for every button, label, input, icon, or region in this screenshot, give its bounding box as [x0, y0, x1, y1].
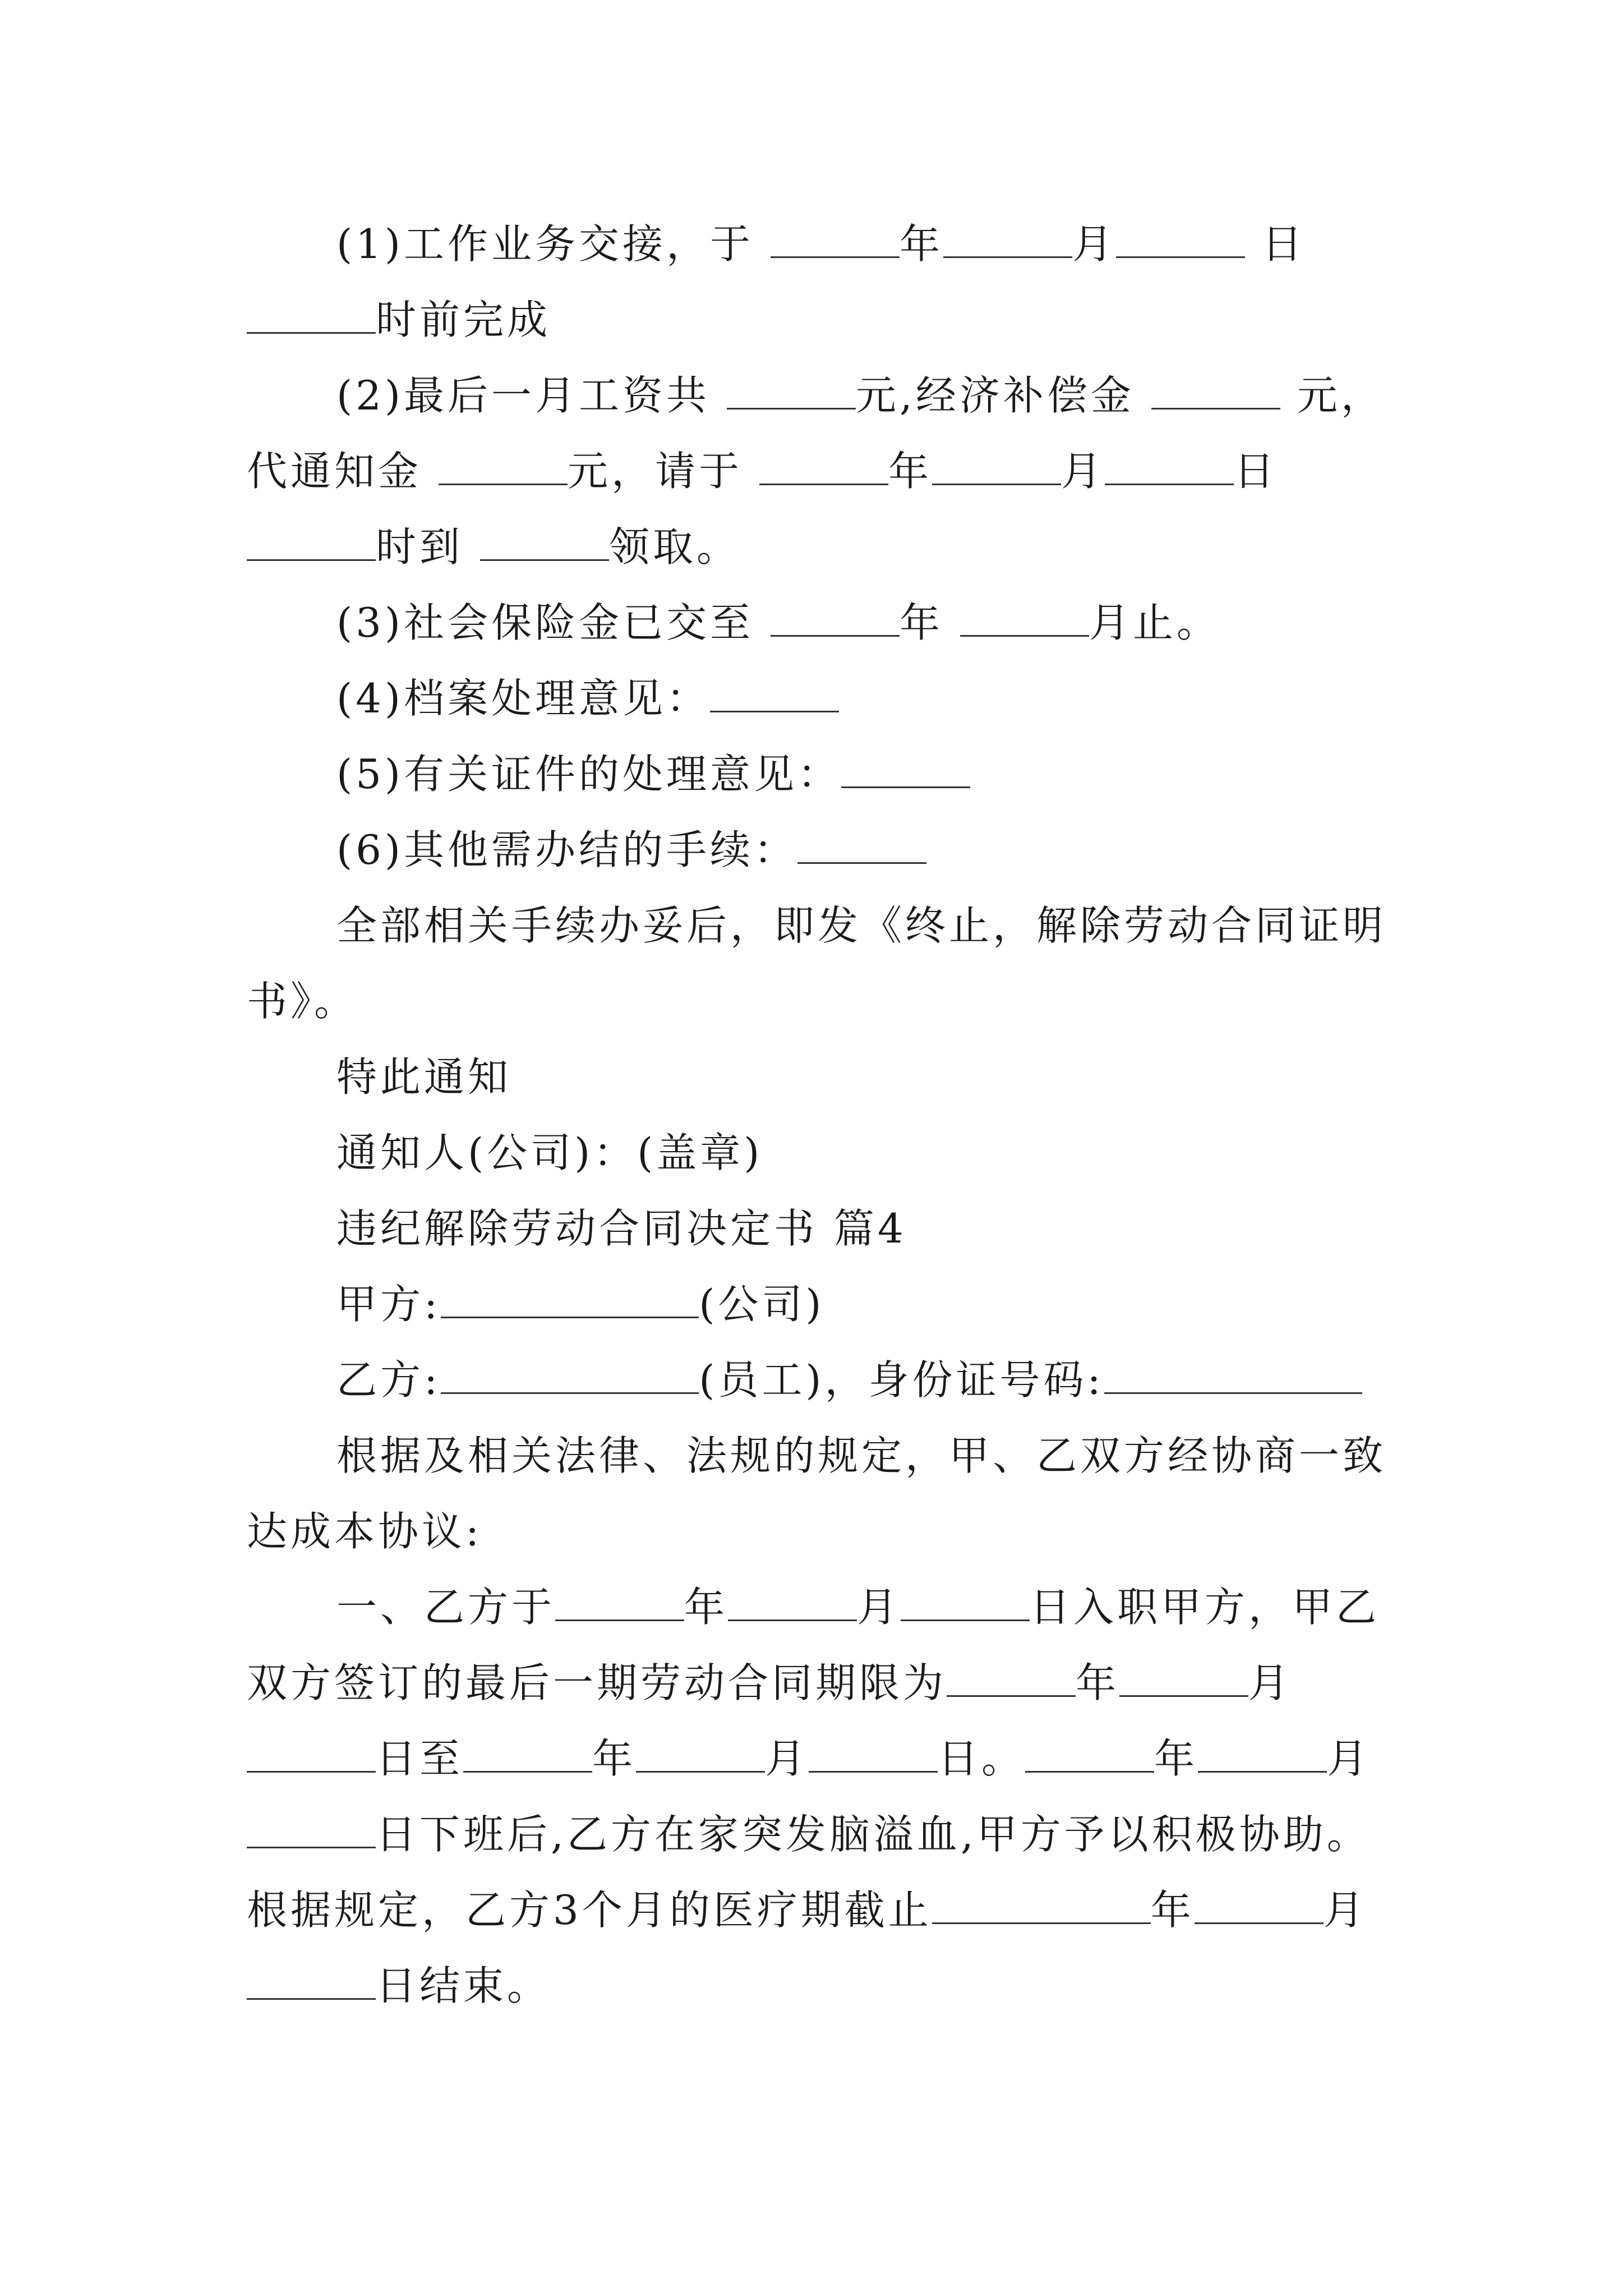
blank-field: [947, 1662, 1076, 1697]
label-month: 月: [1323, 1887, 1367, 1934]
item-5-line: [336, 746, 970, 802]
clause-1-incident: 日下班后,乙方在家突发脑溢血,甲方予以积极协助。: [376, 1811, 1371, 1858]
item-2-line-2: [247, 443, 1278, 499]
basis-line-1: 根据及相关法律、法规的规定，甲、乙双方经协商一致: [336, 1432, 1387, 1479]
blank-field: [759, 450, 888, 485]
item-2-compensation: 元,经济补偿金: [856, 372, 1135, 419]
blank-field: [555, 1586, 684, 1621]
blank-field: [809, 1737, 938, 1773]
blank-field: [439, 450, 568, 485]
label-month: 月: [1248, 1659, 1293, 1706]
label-year: 年: [592, 1735, 637, 1782]
blank-field: [1105, 450, 1234, 485]
clause-1-line-2: [247, 1655, 1292, 1711]
item-6-text: (6)其他需办结的手续：: [336, 826, 797, 873]
blank-field: [1195, 1889, 1324, 1924]
blank-field: [247, 1813, 376, 1848]
blank-field: [247, 298, 376, 334]
blank-field: [1104, 1359, 1362, 1394]
blank-field: [480, 526, 609, 561]
item-4-line: [336, 670, 839, 726]
clause-1-join: 日入职甲方，甲乙: [1030, 1584, 1380, 1631]
clause-1-medical-period: 根据规定，乙方3个月的医疗期截止: [247, 1887, 932, 1934]
party-b-line: [336, 1352, 1362, 1408]
item-3-prefix: (3)社会保险金已交至: [336, 599, 754, 646]
item-1-line-2: [247, 292, 551, 348]
label-year: 年: [684, 1584, 728, 1631]
label-day: 日。: [938, 1735, 1026, 1782]
after-done-line-1: 全部相关手续办妥后，即发《终止，解除劳动合同证明: [336, 902, 1387, 949]
blank-field: [441, 1283, 699, 1318]
blank-field: [247, 1737, 376, 1773]
party-b-id-label: (员工)，身份证号码:: [699, 1356, 1104, 1404]
label-day-to: 日至: [376, 1735, 464, 1782]
blank-field: [901, 1586, 1030, 1621]
blank-field: [247, 1964, 376, 2000]
blank-field: [1151, 374, 1280, 409]
item-6-line: [336, 822, 926, 878]
blank-field: [1198, 1737, 1327, 1773]
blank-field: [727, 374, 856, 409]
label-month: 月: [765, 1735, 809, 1782]
item-5-text: (5)有关证件的处理意见：: [336, 751, 841, 798]
item-4-text: (4)档案处理意见：: [336, 675, 710, 722]
blank-field: [943, 223, 1072, 258]
item-3-line: [336, 595, 1220, 651]
party-a-label: 甲方:: [336, 1281, 441, 1328]
blank-field: [771, 223, 900, 258]
label-year: 年: [900, 220, 944, 268]
item-2-yuan: 元，: [1297, 372, 1385, 419]
label-day: 日: [1262, 220, 1306, 268]
label-month: 月: [1072, 220, 1117, 268]
blank-field: [441, 1359, 699, 1394]
clause-1-contract-term: 双方签订的最后一期劳动合同期限为: [247, 1659, 947, 1706]
item-2-collect: 领取。: [609, 523, 741, 570]
label-month: 月: [857, 1584, 901, 1631]
blank-field: [636, 1737, 765, 1773]
clause-1-line-5: [247, 1882, 1367, 1938]
blank-field: [1119, 1662, 1248, 1697]
clause-1-line-4: [247, 1806, 1371, 1862]
blank-field: [1116, 223, 1245, 258]
label-year: 年: [1150, 1887, 1195, 1934]
clause-1-end: 日结束。: [376, 1962, 551, 2009]
blank-field: [1025, 1737, 1154, 1773]
after-done-line-2: 书》。: [247, 978, 358, 1025]
clause-1-line-1: [336, 1579, 1380, 1635]
item-1-prefix: (1)工作业务交接，于: [336, 220, 754, 268]
basis-line-2: 达成本协议:: [247, 1508, 483, 1555]
clause-1-start: 一、乙方于: [336, 1584, 556, 1631]
blank-field: [247, 526, 376, 561]
item-2-line-1: [336, 367, 1385, 424]
special-notice: 特此通知: [336, 1053, 512, 1101]
blank-field: [960, 601, 1089, 637]
label-year: 年: [1154, 1735, 1198, 1782]
party-a-suffix: (公司): [699, 1281, 825, 1328]
blank-field: [728, 1586, 857, 1621]
blank-field: [932, 450, 1061, 485]
item-2-prefix: (2)最后一月工资共: [336, 372, 710, 419]
party-b-label: 乙方:: [336, 1356, 441, 1404]
clause-1-line-3: [247, 1731, 1371, 1787]
party-a-line: [336, 1276, 824, 1332]
notifier: 通知人(公司)：(盖章): [336, 1129, 763, 1176]
label-year: 年: [888, 448, 933, 495]
item-1-suffix: 时前完成: [376, 296, 551, 343]
blank-field: [932, 1889, 1151, 1924]
label-day: 日: [1234, 448, 1278, 495]
label-month: 月: [1327, 1735, 1371, 1782]
item-2-please: 元，请于: [568, 448, 743, 495]
clause-1-line-6: [247, 1958, 551, 2014]
item-2-line-3: [247, 519, 740, 575]
blank-field: [771, 601, 900, 637]
section-title: 违纪解除劳动合同决定书 篇4: [336, 1205, 907, 1252]
label-year: 年: [900, 599, 944, 646]
item-2-notice-fee: 代通知金: [247, 448, 422, 495]
label-month: 月: [1061, 448, 1105, 495]
item-3-month-end: 月止。: [1089, 599, 1221, 646]
item-2-time-at: 时到: [376, 523, 464, 570]
label-year: 年: [1076, 1659, 1120, 1706]
blank-field: [797, 829, 926, 864]
blank-field: [841, 753, 970, 788]
blank-field: [463, 1737, 592, 1773]
blank-field: [710, 677, 839, 712]
item-1-line-1: [336, 216, 1306, 272]
